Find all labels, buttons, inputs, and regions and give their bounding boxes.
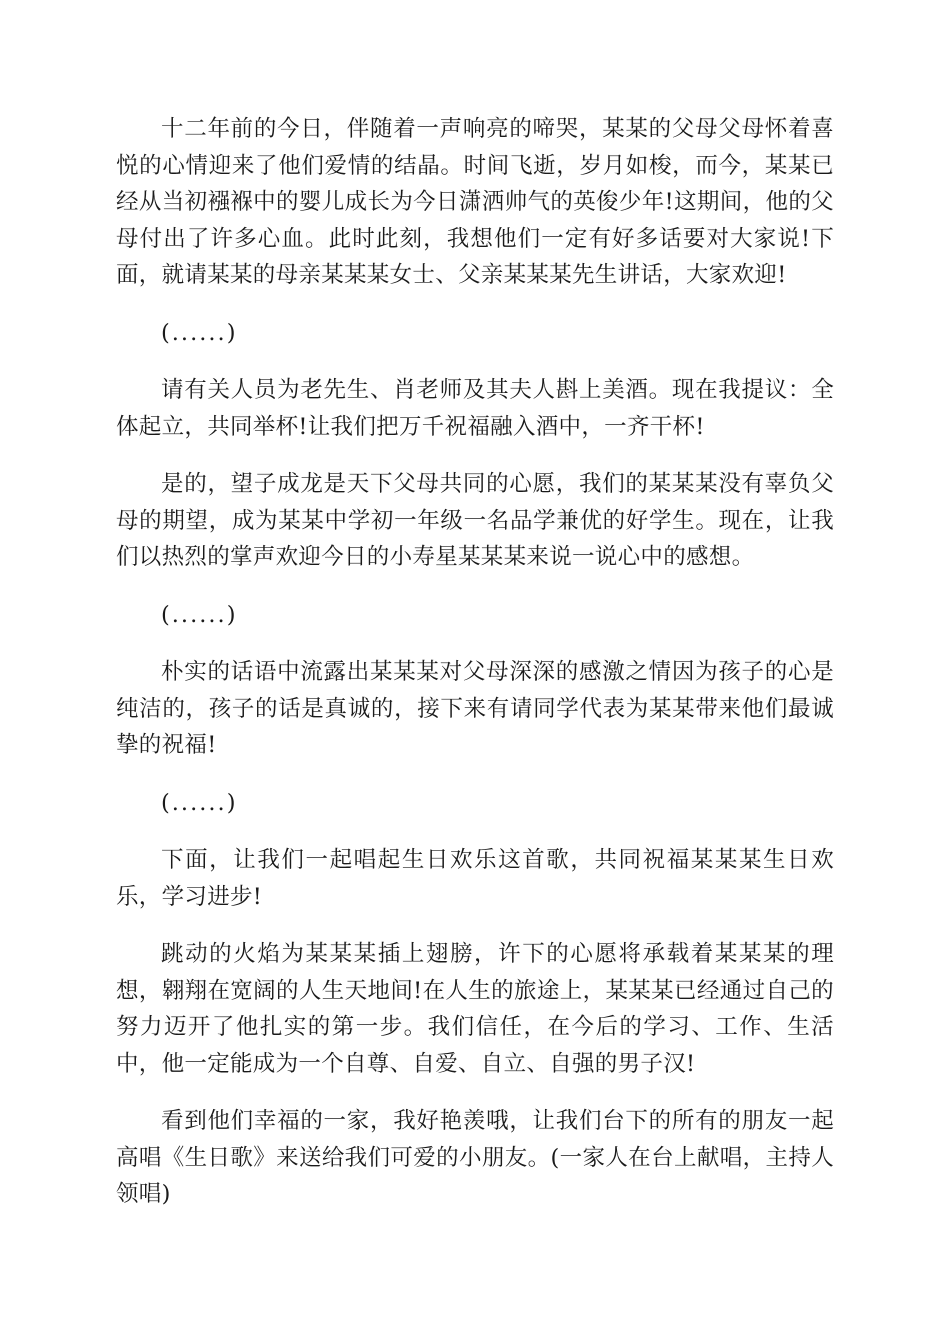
paragraph-cue-3: (......) — [161, 789, 238, 816]
paragraph-sing-song: 下面，让我们一起唱起生日欢乐这首歌，共同祝福某某某生日欢乐，学习进步! — [116, 847, 834, 910]
paragraph-cue-1: (......) — [161, 319, 238, 346]
paragraph-closing: 看到他们幸福的一家，我好艳羡哦，让我们台下的所有的朋友一起高唱《生日歌》来送给我们可爱的小朋友。(一家人在台上献唱，主持人领唱) — [116, 1108, 834, 1207]
paragraph-classmate-wishes: 朴实的话语中流露出某某某对父母深深的感激之情因为孩子的心是纯洁的，孩子的话是真诚的，接下来有请同学代表为某某带来他们最诚挚的祝福! — [116, 659, 834, 758]
paragraph-wishes-flame: 跳动的火焰为某某某插上翅膀，许下的心愿将承载着某某某的理想，翱翔在宽阔的人生天地间!在人生的旅途上，某某某已经通过自己的努力迈开了他扎实的第一步。我们信任，在今后的学习、工作、生活中，他一定能成为一个自尊、自爱、自立、自强的男子汉! — [116, 941, 834, 1077]
paragraph-cue-2: (......) — [161, 601, 238, 628]
paragraph-toast: 请有关人员为老先生、肖老师及其夫人斟上美酒。现在我提议：全体起立，共同举杯!让我们把万千祝福融入酒中，一齐干杯! — [116, 377, 834, 440]
document-page — [116, 111, 834, 1234]
paragraph-birthday-star: 是的，望子成龙是天下父母共同的心愿，我们的某某某没有辜负父母的期望，成为某某中学初一年级一名品学兼优的好学生。现在，让我们以热烈的掌声欢迎今日的小寿星某某某来说一说心中的感想。 — [116, 471, 834, 570]
paragraph-birth-intro: 十二年前的今日，伴随着一声响亮的啼哭，某某的父母父母怀着喜悦的心情迎来了他们爱情的结晶。时间飞逝，岁月如梭，而今，某某已经从当初襁褓中的婴儿成长为今日潇洒帅气的英俊少年!这期间，他的父母付出了许多心血。此时此刻，我想他们一定有好多话要对大家说!下面，就请某某的母亲某某某女士、父亲某某某先生讲话，大家欢迎! — [116, 116, 834, 288]
